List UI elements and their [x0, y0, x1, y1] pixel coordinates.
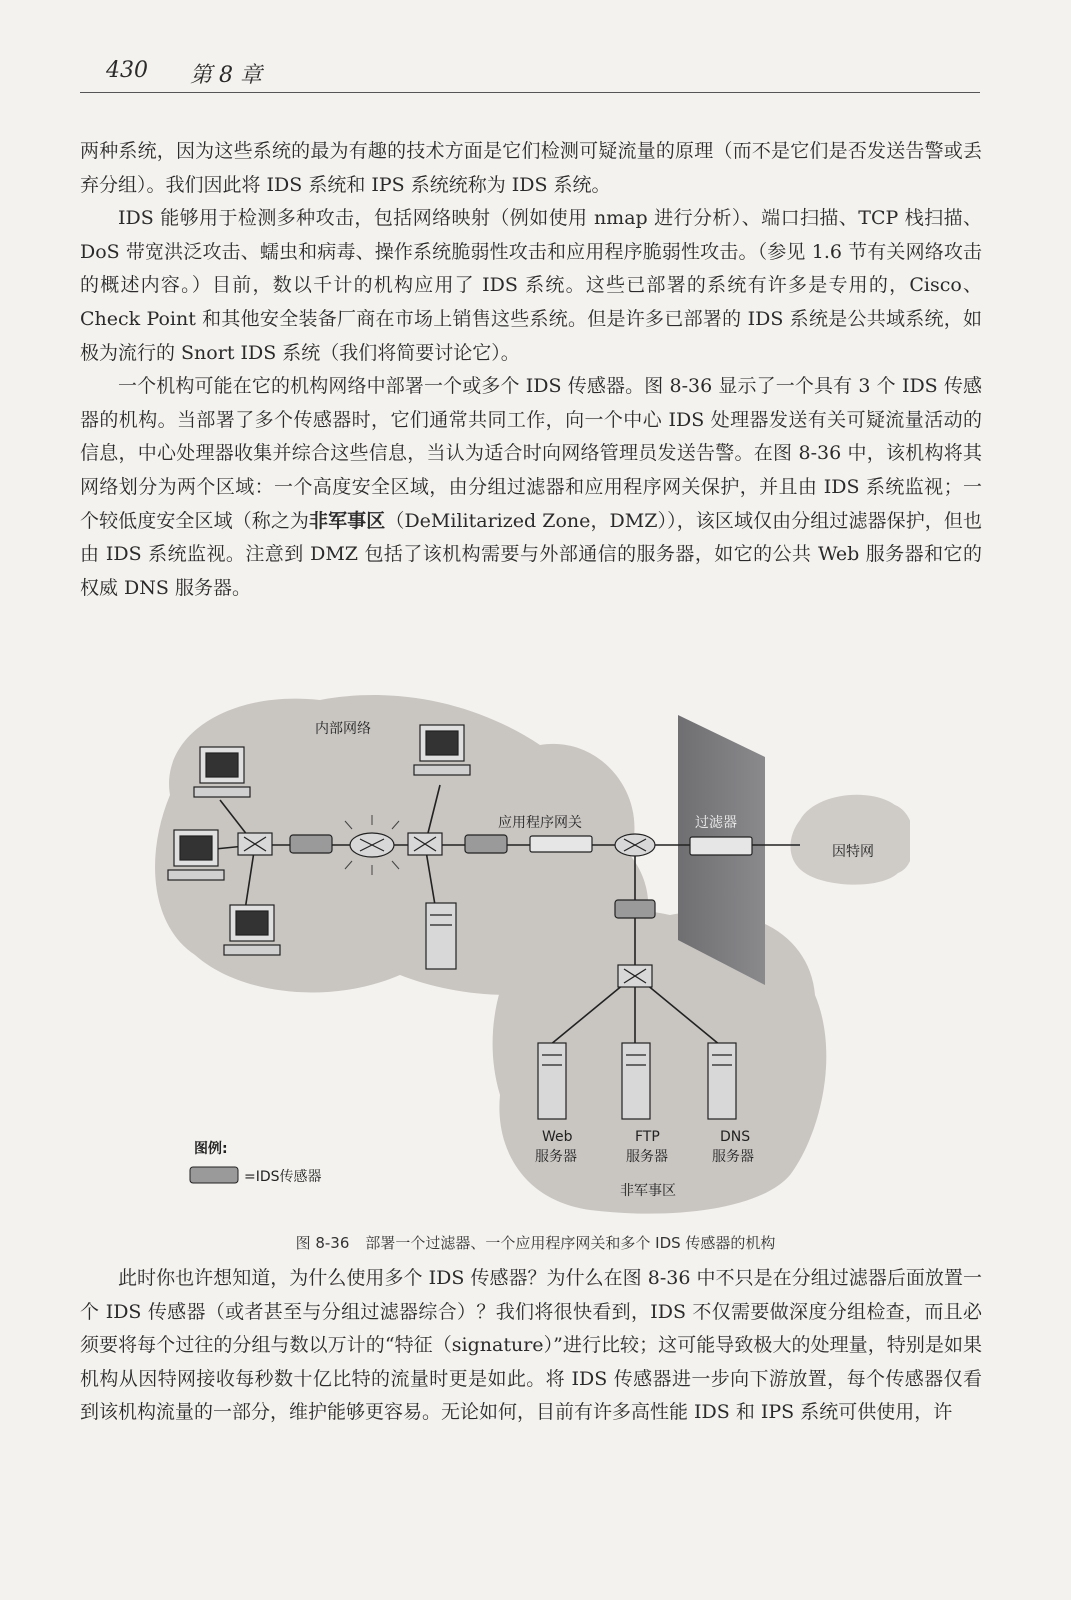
- body-text-bottom: [80, 1262, 982, 1430]
- paragraph: 两种系统，因为这些系统的最为有趣的技术方面是它们检测可疑流量的原理（而不是它们是否发送告警或丢弃分组）。我们因此将 IDS 系统和 IPS 系统统称为 IDS 系统。: [80, 140, 982, 196]
- body-text-top: [80, 135, 982, 605]
- legend-sensor-icon: [190, 1167, 238, 1183]
- server-icon: [426, 903, 456, 969]
- internet-cloud: [790, 795, 910, 885]
- app-gateway-label: 应用程序网关: [498, 815, 582, 831]
- figure-caption: [0, 1232, 1071, 1253]
- paragraph: 此时你也许想知道，为什么使用多个 IDS 传感器？为什么在图 8-36 中不只是在分组过滤器后面放置一个 IDS 传感器（或者甚至与分组过滤器综合）？我们将很快看到，IDS 不仅需要做深度分组检查，而且必须要将每个过往的分组与数以万计的“特征（signature）”进行比较；这可能导致极大的处理量，特别是如果机构从因特网接收每秒数十亿比特的流量时更是如此。将 IDS 传感器进一步向下游放置，每个传感器仅看到该机构流量的一部分，维护能够更容易。无论如何，目前有许多高性能 IDS 和 IPS 系统可供使用，许: [80, 1267, 982, 1424]
- ids-sensor-icon: [290, 835, 332, 853]
- ids-sensor-icon: [615, 900, 655, 918]
- computer-icon: [414, 725, 470, 775]
- paragraph-text: 一个机构可能在它的机构网络中部署一个或多个 IDS 传感器。图 8-36 显示了一个具有 3 个 IDS 传感器的机构。当部署了多个传感器时，它们通常共同工作，向一个中心 IDS 处理器发送有关可疑流量活动的信息，中心处理器收集并综合这些信息，当认为适合时向网络管理员发送告警。在图 8-36 中，该机构将其网络划分为两个区域：一个高度安全区域，由分组过滤器和应用程序网关保护，并且由 IDS 系统监视；一个较低度安全区域（称之为: [80, 375, 982, 532]
- caption-number: 图 8-36: [295, 1234, 350, 1252]
- filter-label: 过滤器: [695, 815, 737, 831]
- network-figure: [150, 675, 910, 1220]
- dns-server-label: DNS: [720, 1129, 751, 1145]
- paragraph: [80, 370, 982, 605]
- dns-server-icon: [708, 1043, 736, 1119]
- computer-icon: [194, 747, 250, 797]
- paragraph: IDS 能够用于检测多种攻击，包括网络映射（例如使用 nmap 进行分析）、端口扫描、TCP 栈扫描、DoS 带宽洪泛攻击、蠕虫和病毒、操作系统脆弱性攻击和应用程序脆弱性攻击。（参见 1.6 节有关网络攻击的概述内容。）目前，数以千计的机构应用了 IDS 系统。这些已部署的系统有许多是专用的，Cisco、Check Point 和其他安全装备厂商在市场上销售这些系统。但是许多已部署的 IDS 系统是公共域系统，如极为流行的 Snort IDS 系统（我们将简要讨论它）。: [80, 207, 982, 364]
- internal-network-label: 内部网络: [315, 721, 371, 737]
- legend-item-label: =IDS传感器: [244, 1169, 322, 1185]
- chapter-label: 第 8 章: [190, 63, 262, 88]
- dns-server-label: 服务器: [712, 1149, 754, 1165]
- computer-icon: [224, 905, 280, 955]
- dmz-label: 非军事区: [620, 1183, 676, 1199]
- caption-text: 部署一个过滤器、一个应用程序网关和多个 IDS 传感器的机构: [365, 1234, 776, 1252]
- internet-label: 因特网: [832, 844, 874, 860]
- filter-device-icon: [690, 837, 752, 855]
- web-server-label: 服务器: [535, 1149, 577, 1165]
- ftp-server-icon: [622, 1043, 650, 1119]
- ids-sensor-icon: [465, 835, 507, 853]
- gateway-icon: [530, 836, 592, 852]
- computer-icon: [168, 830, 224, 880]
- web-server-icon: [538, 1043, 566, 1119]
- legend-title: 图例:: [194, 1141, 228, 1157]
- ftp-server-label: FTP: [635, 1129, 660, 1145]
- page-number: 430: [106, 58, 148, 83]
- ftp-server-label: 服务器: [626, 1149, 668, 1165]
- web-server-label: Web: [542, 1129, 573, 1145]
- paragraph-text: （DeMilitarized Zone，DMZ）），该区域仅由分组过滤器保护，但也由 IDS 系统监视。注意到 DMZ 包括了该机构需要与外部通信的服务器，如它的公共 Web 服务器和它的权威 DNS 服务器。: [80, 509, 982, 599]
- page-header: [80, 52, 980, 93]
- dmz-term: 非军事区: [309, 509, 386, 532]
